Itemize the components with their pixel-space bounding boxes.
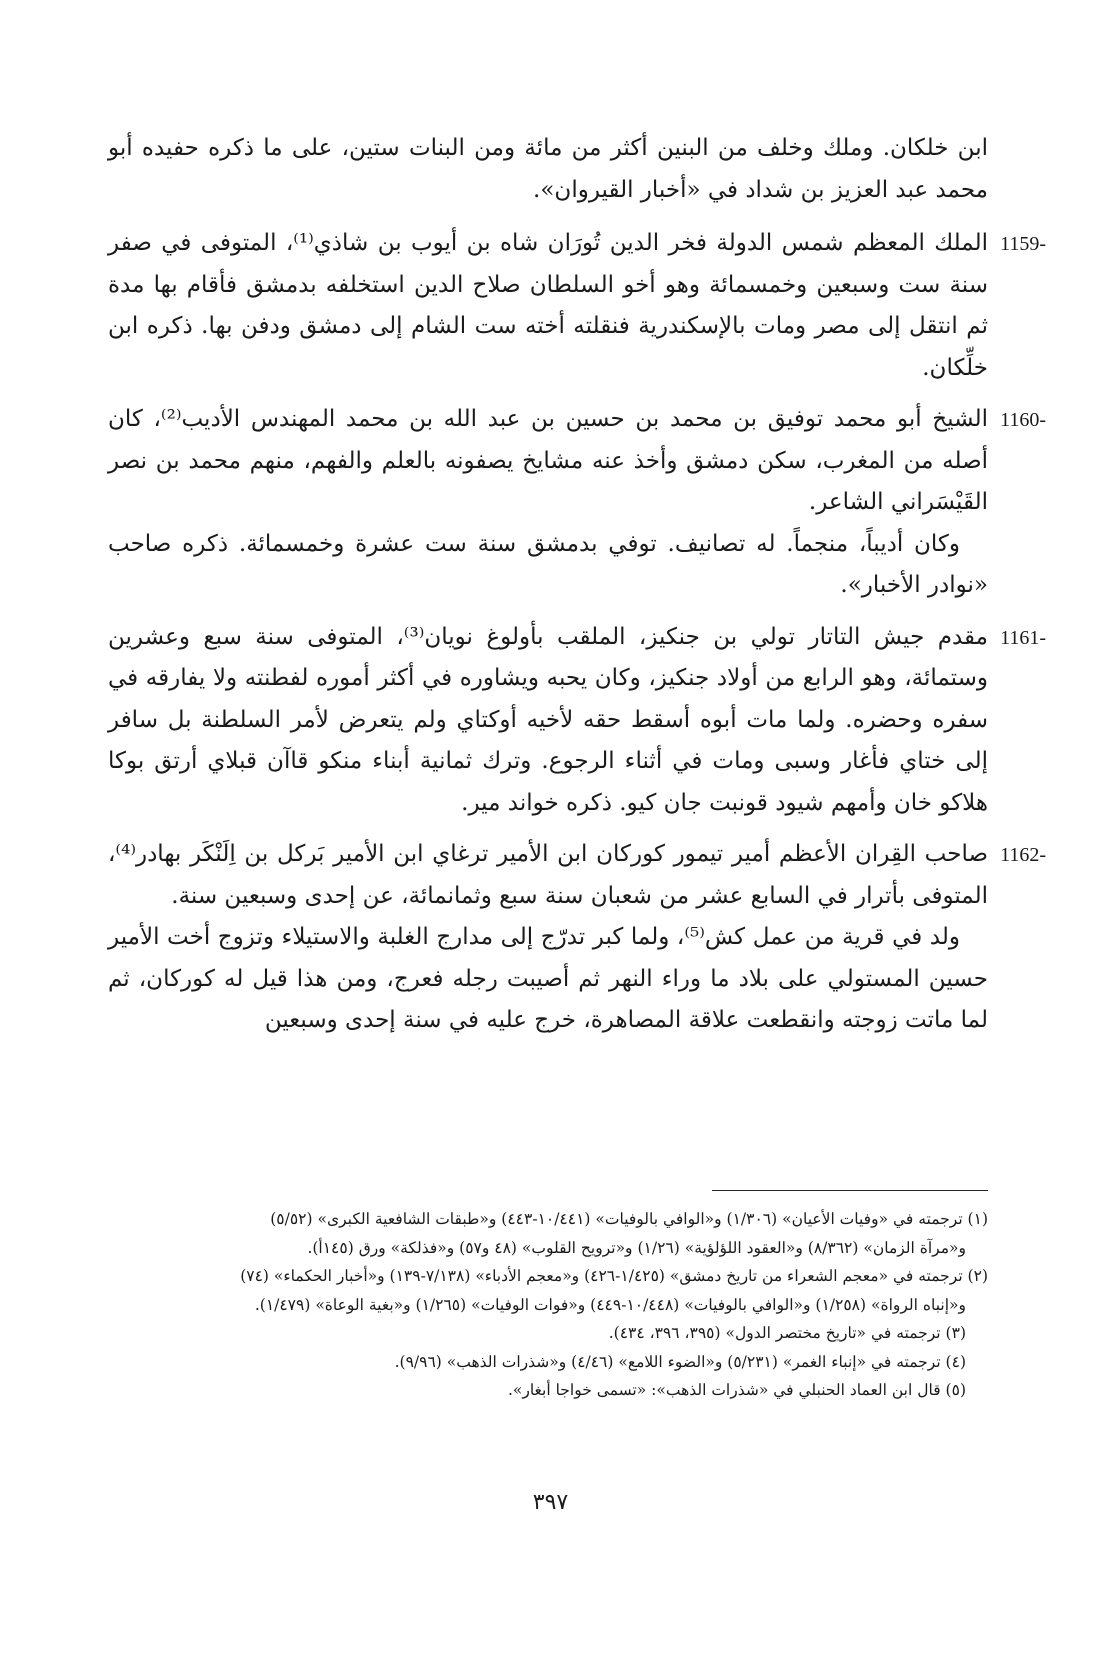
footnotes <box>108 1205 988 1405</box>
footnote-1-continued: و«مرآة الزمان» (٨/٣٦٢) و«العقود اللؤلؤية» (١/٢٦) و«ترويح القلوب» (٤٨ و٥٧) و«فذلكة» ورق (١٤٥أ). <box>307 1238 966 1257</box>
page-number: ٣٩٧ <box>532 1490 569 1515</box>
entry-number: 1161- <box>1000 626 1046 649</box>
entry-number: 1159- <box>1000 233 1046 255</box>
entry-number: 1160- <box>1000 409 1046 431</box>
entry-1159 <box>108 223 1046 389</box>
entry-1161 <box>108 617 1046 825</box>
entry-paragraph: وكان أديباً، منجماً. له تصانيف. توفي بدمشق سنة ست عشرة وخمسمائة. ذكره صاحب «نوادر الأخبار». <box>108 530 988 598</box>
entry-1160 <box>108 399 1046 607</box>
entry-paragraph: صاحب القِران الأعظم أمير تيمور كوركان ابن الأمير ترغاي ابن الأمير بَركل بن اِلَنْكَر بهادر⁽⁴⁾، المتوفى بأترار في السابع عشر من شعبان سنة سبع وثمانمائة، عن إحدى وسبعين سنة. <box>108 841 988 909</box>
entry-paragraph: الشيخ أبو محمد توفيق بن محمد بن حسين بن عبد الله بن محمد المهندس الأديب⁽²⁾، كان أصله من المغرب، سكن دمشق وأخذ عنه مشايخ يصفونه بالعلم والفهم، منهم محمد بن نصر القَيْسَراني الشاعر. <box>108 406 988 515</box>
footnote-5: (٥) قال ابن العماد الحنبلي في «شذرات الذهب»: «تسمى خواجا أبغار». <box>507 1381 966 1399</box>
footnote-2: (٢) ترجمته في «معجم الشعراء من تاريخ دمشق» (١/٤٢٥-٤٢٦) و«معجم الأدباء» (٧/١٣٨-١٣٩) و«أخبار الحكماء» (٧٤) <box>240 1267 988 1285</box>
intro-text: ابن خلكان. وملك وخلف من البنين أكثر من مائة ومن البنات ستين، على ما ذكره حفيده أبو محمد عبد العزيز بن شداد في «أخبار القيروان». <box>108 135 988 203</box>
entry-paragraph: مقدم جيش التاتار تولي بن جنكيز، الملقب بأولوغ نويان⁽³⁾، المتوفى سنة سبع وعشرين وستمائة، وهو الرابع من أولاد جنكيز، وكان يحبه ويشاوره في أكثر أموره لفطنته ولا يفارقه في سفره وحضره. ولما مات أبوه أسقط حقه لأخيه أوكتاي ولم يتعرض لأمر السلطنة بل سافر إلى ختاي فأغار وسبى ومات في أثناء الرجوع. وترك ثمانية أبناء منكو قاآن قبلاي أرتق بوكا هلاكو خان وأمهم شيود قونبت جان كيو. ذكره خواند مير. <box>108 623 988 816</box>
entry-1162 <box>108 834 1046 1042</box>
entry-number: 1162- <box>1000 844 1046 866</box>
footnote-2-continued: و«إنباه الرواة» (١/٢٥٨) و«الوافي بالوفيات» (١٠/٤٤٨-٤٤٩) و«فوات الوفيات» (١/٢٦٥) و«بغية الوعاة» (١/٤٧٩). <box>254 1295 966 1314</box>
footnote-3: (٣) ترجمته في «تاريخ مختصر الدول» (٣٩٥، ٣٩٦، ٤٣٤). <box>608 1324 966 1342</box>
footnote-4: (٤) ترجمته في «إنباء الغمر» (٥/٢٣١) و«الضوء اللامع» (٤/٤٦) و«شذرات الذهب» (٩/٩٦). <box>394 1352 966 1371</box>
footnote-divider <box>712 1190 988 1191</box>
footnote-1: (١) ترجمته في «وفيات الأعيان» (١/٣٠٦) و«الوافي بالوفيات» (١٠/٤٤١-٤٤٣) و«طبقات الشافعية الكبرى» (٥/٥٢) <box>270 1210 988 1228</box>
main-text <box>108 128 1046 1052</box>
entry-paragraph: ولد في قرية من عمل كش⁽⁵⁾، ولما كبر تدرّج إلى مدارج الغلبة والاستيلاء وتزوج أخت الأمير حسين المستولي على بلاد ما وراء النهر ثم أصيبت رجله فعرج، ومن هذا قيل له كوركان، ثم لما ماتت زوجته وانقطعت علاقة المصاهرة، خرج عليه في سنة إحدى وسبعين <box>108 924 988 1033</box>
intro-paragraph <box>108 128 988 211</box>
entry-paragraph: الملك المعظم شمس الدولة فخر الدين تُورَان شاه بن أيوب بن شاذي⁽¹⁾، المتوفى في صفر سنة ست وسبعين وخمسمائة وهو أخو السلطان صلاح الدين استخلفه بدمشق فأقام بها مدة ثم انتقل إلى مصر ومات بالإسكندرية فنقلته أخته ست الشام إلى دمشق ودفن بها. ذكره ابن خلِّكان. <box>108 230 988 381</box>
